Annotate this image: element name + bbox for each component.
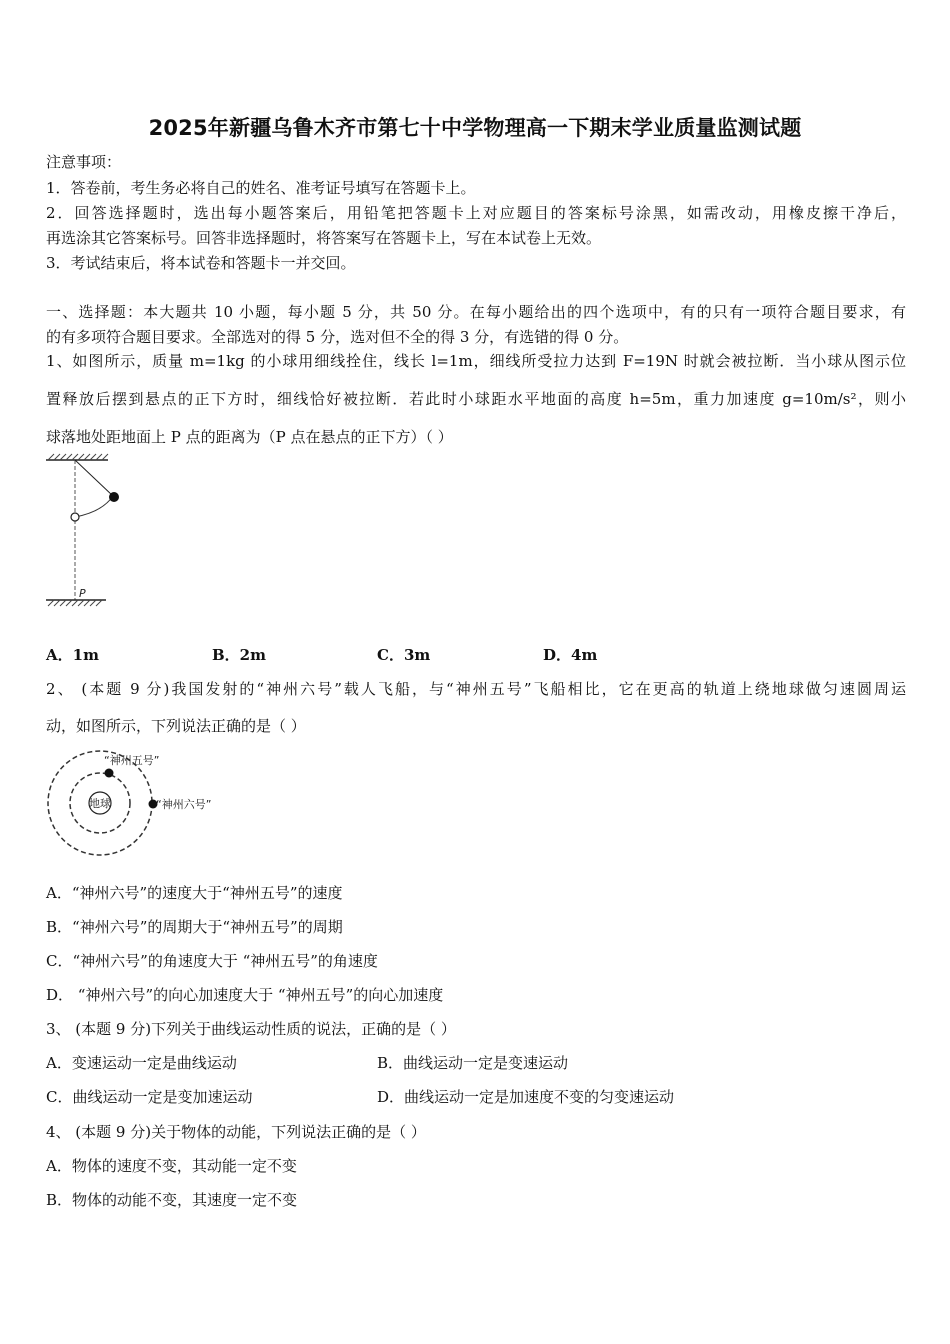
- q4-stem: 4、 (本题 9 分)关于物体的动能，下列说法正确的是（ ）: [46, 1123, 426, 1141]
- q3-option-d: D．曲线运动一定是加速度不变的匀变速运动: [377, 1088, 675, 1106]
- q4-option-b: B．物体的动能不变，其速度一定不变: [46, 1191, 298, 1209]
- q2-option-b: B．“神州六号”的周期大于“神州五号”的周期: [46, 918, 343, 936]
- q4-option-a: A．物体的速度不变，其动能一定不变: [46, 1157, 297, 1175]
- q2-option-d: D． “神州六号”的向心加速度大于 “神州五号”的向心加速度: [46, 986, 444, 1004]
- notice-item-2: 2．回答选择题时，选出每小题答案后，用铅笔把答题卡上对应题目的答案标号涂黑，如需改动，用橡皮擦干净后，: [46, 204, 906, 222]
- q2-stem-line1: 2、 (本题 9 分)我国发射的“神州六号”载人飞船，与“神州五号”飞船相比，它在更高的轨道上绕地球做匀速圆周运: [46, 680, 906, 698]
- section-instructions-line1: 一、选择题：本大题共 10 小题，每小题 5 分，共 50 分。在每小题给出的四个选项中，有的只有一项符合题目要求，有: [46, 303, 906, 321]
- earth-label: 地球: [89, 797, 111, 810]
- notice-heading: 注意事项：: [46, 153, 122, 171]
- pendulum-figure: [40, 452, 120, 612]
- q1-option-a: A．1m: [46, 646, 99, 664]
- shenzhou-six-label: “神州六号”: [156, 798, 212, 811]
- orbit-figure: [44, 748, 244, 860]
- notice-item-2-cont: 再选涂其它答案标号。回答非选择题时，将答案写在答题卡上，写在本试卷上无效。: [46, 229, 602, 247]
- exam-title: 2025年新疆乌鲁木齐市第七十中学物理高一下期末学业质量监测试题: [148, 116, 802, 140]
- point-p-label: P: [79, 587, 86, 600]
- q2-option-c: C．“神州六号”的角速度大于 “神州五号”的角速度: [46, 952, 378, 970]
- q2-option-a: A．“神州六号”的速度大于“神州五号”的速度: [46, 884, 343, 902]
- q1-stem-line2: 置释放后摆到悬点的正下方时，细线恰好被拉断．若此时小球距水平地面的高度 h=5m，重力加速度 g=10m/s²，则小: [46, 390, 906, 408]
- q3-stem: 3、 (本题 9 分)下列关于曲线运动性质的说法，正确的是（ ）: [46, 1020, 456, 1038]
- notice-item-1: 1．答卷前，考生务必将自己的姓名、准考证号填写在答题卡上。: [46, 179, 476, 197]
- q2-stem-line2: 动，如图所示，下列说法正确的是（ ）: [46, 717, 306, 735]
- q3-option-a: A．变速运动一定是曲线运动: [46, 1054, 237, 1072]
- q1-option-c: C．3m: [377, 646, 431, 664]
- shenzhou-five-label: “神州五号”: [104, 754, 160, 767]
- q1-option-b: B．2m: [212, 646, 266, 664]
- q3-option-b: B．曲线运动一定是变速运动: [377, 1054, 569, 1072]
- section-instructions-line2: 的有多项符合题目要求。全部选对的得 5 分，选对但不全的得 3 分，有选错的得 0 分。: [46, 328, 629, 346]
- q1-stem-line3: 球落地处距地面上 P 点的距离为（P 点在悬点的正下方）（ ）: [46, 428, 453, 446]
- shenzhou-five-dot: [105, 769, 114, 778]
- q1-stem-line1: 1、如图所示，质量 m=1kg 的小球用细线拴住，线长 l=1m，细线所受拉力达到 F=19N 时就会被拉断．当小球从图示位: [46, 352, 906, 370]
- notice-item-3: 3．考试结束后，将本试卷和答题卡一并交回。: [46, 254, 356, 272]
- q1-option-d: D．4m: [543, 646, 598, 664]
- q3-option-c: C．曲线运动一定是变加速运动: [46, 1088, 253, 1106]
